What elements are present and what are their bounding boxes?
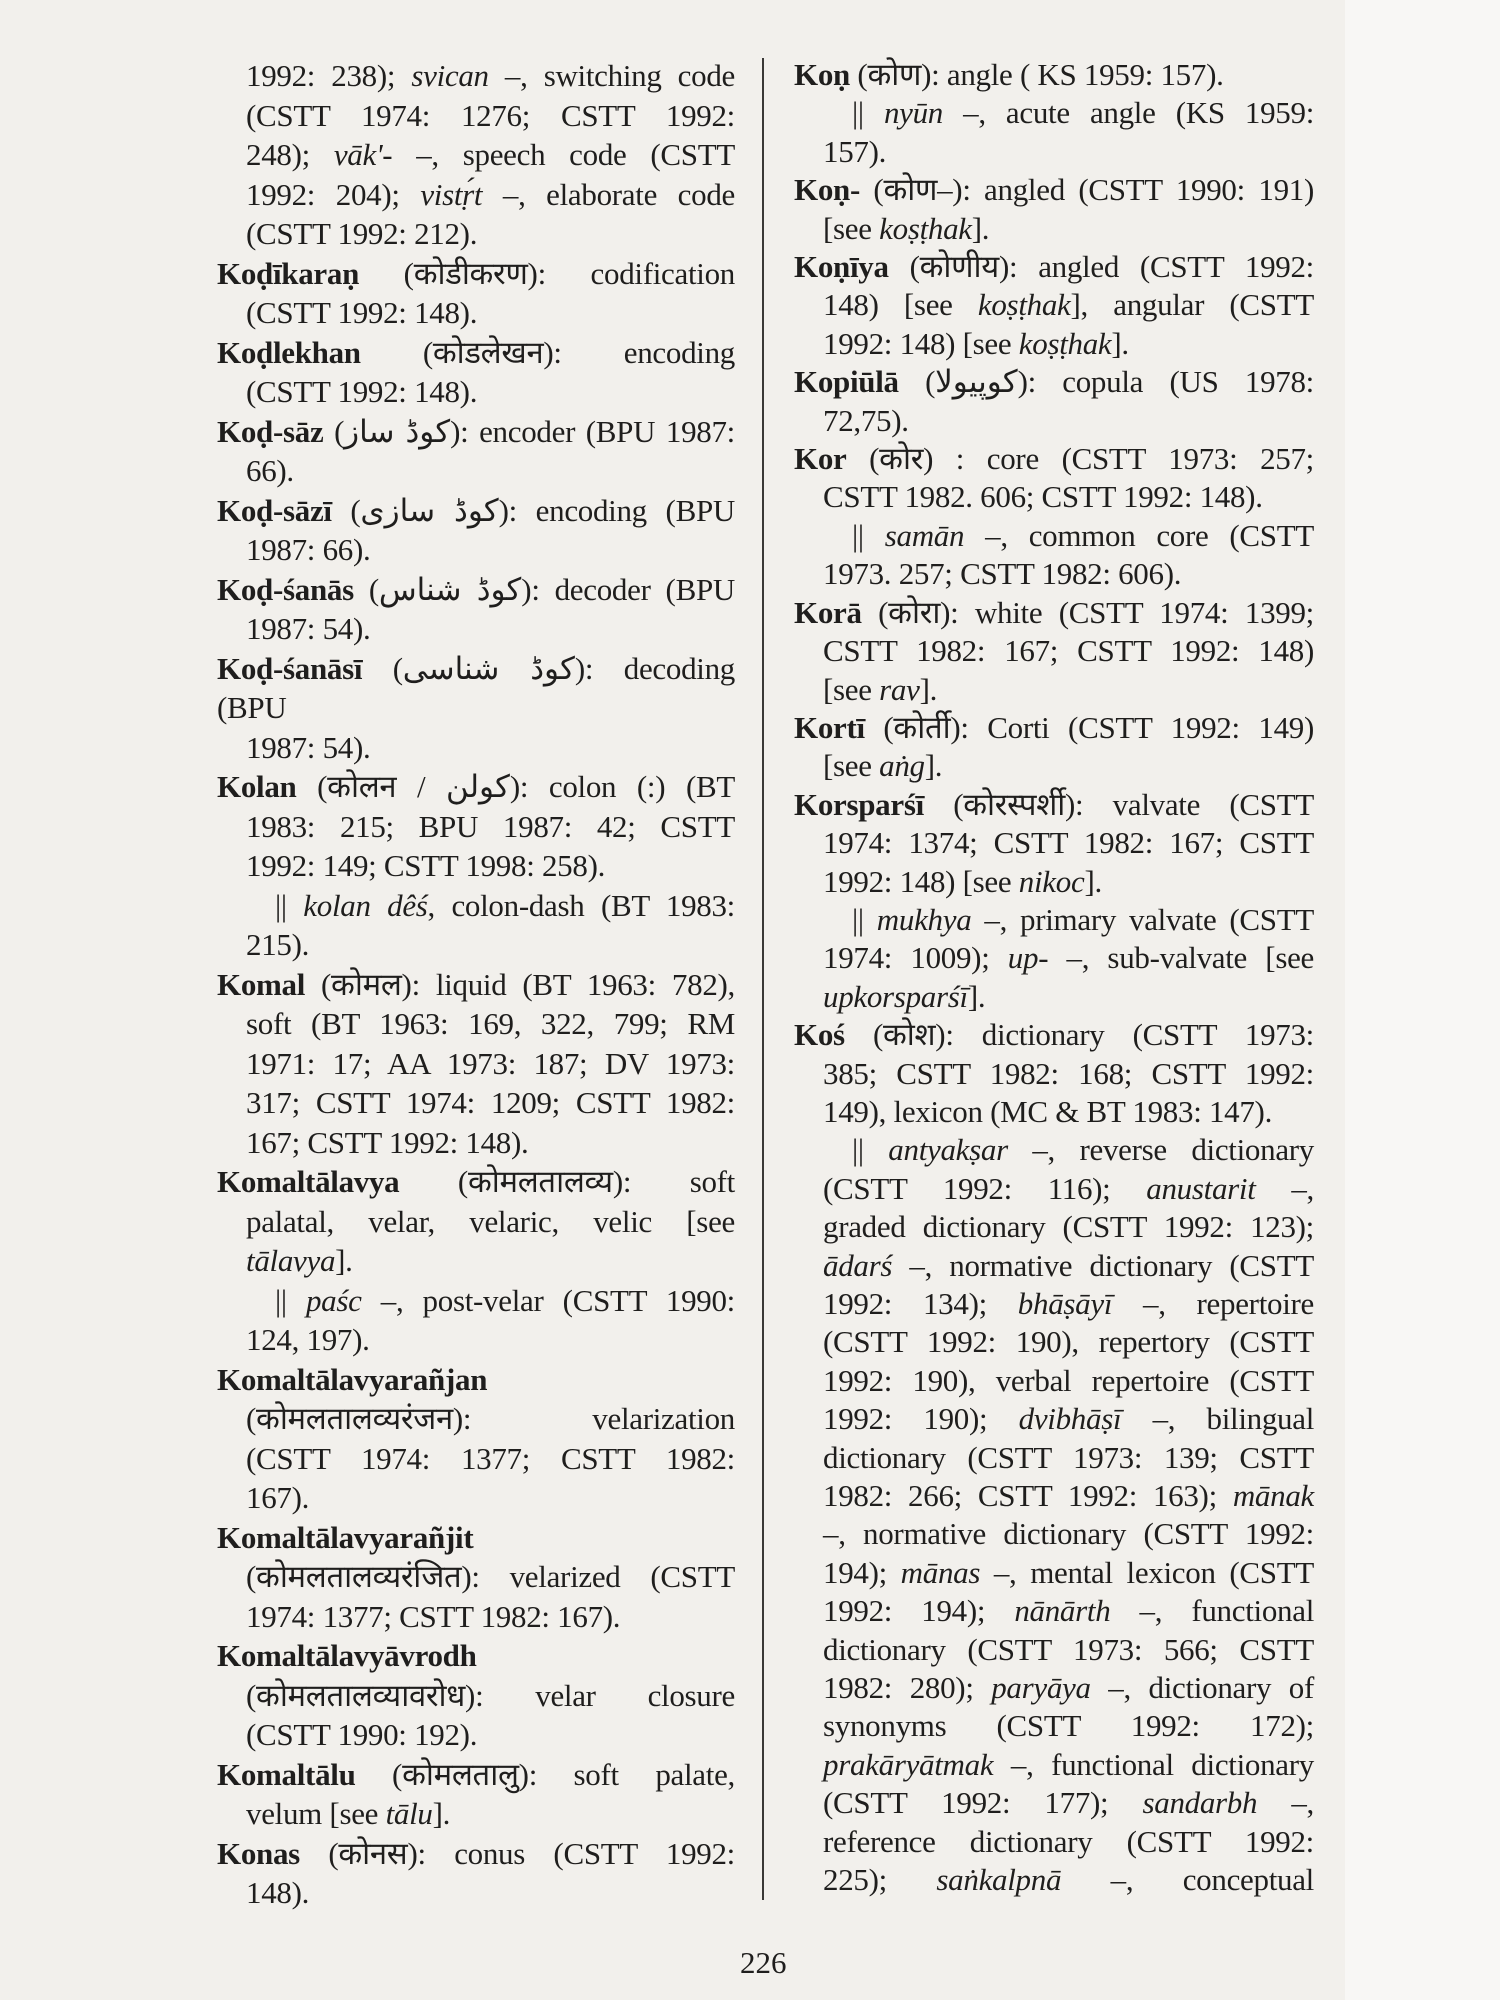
entry-text: (कोमलतालव्य): soft (399, 1164, 735, 1199)
entry-line (794, 747, 1314, 785)
entry-text: (CSTT 1992: 116); (823, 1170, 1147, 1206)
entry-line (217, 886, 735, 926)
entry-line (217, 1873, 735, 1913)
entry-text: 1992: 238); (246, 58, 412, 93)
dictionary-entry (217, 333, 735, 412)
entry-line (794, 1784, 1314, 1822)
right-column (794, 56, 1314, 1900)
entry-text: (कोनस): conus (CSTT 1992: (299, 1835, 735, 1871)
entry-text: 1992: 134); (823, 1286, 1018, 1321)
entry-line (217, 175, 735, 215)
headword: Konas (217, 1835, 300, 1871)
entry-text: 317; CSTT 1974: 1209; CSTT 1982: (246, 1085, 735, 1120)
entry-text: (CSTT 1992: 148). (246, 374, 478, 409)
entry-text: ]. (919, 671, 938, 707)
entry-line (217, 1834, 735, 1874)
dictionary-entry (217, 491, 735, 570)
entry-line (217, 965, 735, 1005)
entry-text: 148). (246, 1875, 310, 1910)
entry-text: CSTT 1982: 167; CSTT 1992: 148) (823, 633, 1314, 669)
entry-line (217, 254, 735, 294)
entry-text: 157). (823, 133, 887, 169)
headword: Kor (794, 441, 847, 477)
entry-text: CSTT 1982. 606; CSTT 1992: 148). (823, 479, 1263, 515)
entry-line (794, 594, 1314, 632)
entry-line (217, 1478, 735, 1518)
entry-text: (कोश): dictionary (CSTT 1973: (844, 1017, 1314, 1053)
sub-entry (217, 1281, 735, 1360)
entry-text: (कोमलतालव्यरंजन): velarization (246, 1401, 735, 1436)
dictionary-entry (217, 1518, 735, 1637)
entry-text: (कोमलतालु): soft palate, (355, 1756, 735, 1792)
entry-text: –, conceptual (1061, 1862, 1314, 1898)
entry-text: [see (823, 671, 880, 707)
entry-text: –, (1257, 1785, 1314, 1821)
italic-term: nikoc (1018, 863, 1085, 899)
italic-term: bhāṣāyī (1017, 1286, 1113, 1321)
italic-term: antyakṣar (888, 1132, 1008, 1168)
entry-text: || (275, 1282, 306, 1318)
entry-text: graded dictionary (CSTT 1992: 123); (823, 1209, 1314, 1245)
entry-line (217, 333, 735, 373)
entry-text: 1982: 280); (823, 1670, 992, 1706)
dictionary-entry (217, 965, 735, 1163)
entry-line (794, 133, 1314, 171)
entry-text: –, functional dictionary (993, 1746, 1314, 1782)
entry-line (794, 1285, 1314, 1323)
italic-term: upkorsparśī (823, 978, 968, 1014)
entry-text: 1971: 17; AA 1973: 187; DV 1973: (246, 1045, 735, 1081)
headword: Korsparśī (794, 786, 924, 822)
entry-text: ]. (432, 1796, 451, 1831)
entry-line (794, 1247, 1314, 1285)
entry-line (217, 1202, 735, 1242)
entry-line (217, 214, 735, 254)
entry-text: 1992: 148) [see (823, 863, 1019, 899)
italic-term: koṣṭhak (977, 287, 1071, 323)
entry-line (794, 1093, 1314, 1131)
entry-text: –, normative dictionary (CSTT (892, 1247, 1314, 1283)
entry-line (217, 807, 735, 847)
entry-line (794, 555, 1314, 593)
entry-line (794, 1477, 1314, 1515)
entry-line (217, 846, 735, 886)
dictionary-entry (794, 363, 1314, 440)
entry-text: || (852, 1132, 889, 1168)
entry-text: [see (823, 210, 880, 246)
entry-text: 149), lexicon (MC & BT 1983: 147). (823, 1093, 1273, 1129)
entry-text: (کوڈ سازی): encoding (BPU (331, 492, 735, 528)
entry-line (794, 1861, 1314, 1899)
entry-text: 1987: 54). (246, 611, 371, 646)
entry-line (794, 1170, 1314, 1208)
entry-line (794, 363, 1314, 401)
entry-text: 167; CSTT 1992: 148). (246, 1124, 529, 1160)
entry-line (217, 1360, 735, 1400)
entry-line (794, 517, 1314, 555)
headword: Komaltālavyarañjan (217, 1361, 488, 1397)
entry-line (217, 728, 735, 768)
entry-text: –, normative dictionary (CSTT 1992: (823, 1516, 1314, 1552)
entry-line (794, 1362, 1314, 1400)
entry-text: (کوڈ شناسی): decoding (BPU (217, 650, 735, 725)
italic-term: kolan dêś (303, 887, 428, 923)
entry-text: 385; CSTT 1982: 168; CSTT 1992: (823, 1055, 1314, 1091)
entry-text: , colon-dash (BT 1983: (427, 887, 735, 923)
entry-text: 1974: 1374; CSTT 1982: 167; CSTT (823, 825, 1314, 861)
sub-entry (217, 886, 735, 965)
entry-line (794, 1323, 1314, 1361)
entry-text: (CSTT 1992: 148). (246, 295, 478, 330)
italic-term: saṅkalpnā (936, 1862, 1062, 1898)
entry-line (217, 372, 735, 412)
entry-line (794, 1631, 1314, 1669)
dictionary-entry (217, 1834, 735, 1913)
italic-term: mukhya (876, 901, 972, 937)
entry-line (794, 824, 1314, 862)
entry-text: (कोणीय): angled (CSTT 1992: (888, 249, 1314, 285)
entry-line (217, 1557, 735, 1597)
headword: Komaltālu (217, 1756, 356, 1792)
italic-term: paśc (305, 1282, 362, 1318)
dictionary-entry (794, 171, 1314, 248)
entry-line (217, 767, 735, 807)
italic-term: koṣṭhak (1018, 325, 1112, 361)
entry-text: 1992: 194); (823, 1593, 1015, 1629)
entry-line (794, 1823, 1314, 1861)
italic-term: sandarbh (1142, 1785, 1258, 1821)
dictionary-entry (217, 412, 735, 491)
italic-term: up- (1007, 940, 1049, 976)
dictionary-entry (794, 56, 1314, 94)
entry-text: ]. (1084, 863, 1102, 899)
italic-term: aṅg (879, 748, 925, 784)
entry-text: –, mental lexicon (CSTT (980, 1554, 1315, 1590)
entry-text: (कोण): angle ( KS 1959: 157). (849, 57, 1224, 92)
entry-text: (کوڈ شناس): decoder (BPU (353, 571, 735, 607)
headword: Komal (217, 966, 306, 1002)
entry-text: ]. (335, 1243, 353, 1278)
entry-line (794, 786, 1314, 824)
entry-text: –, post-velar (CSTT 1990: (361, 1282, 735, 1318)
entry-line (794, 1016, 1314, 1054)
entry-text: 1992: 204); (246, 176, 421, 212)
entry-text: 215). (246, 927, 310, 962)
dictionary-entry (794, 786, 1314, 901)
dictionary-entry (217, 1360, 735, 1518)
entry-text: (کوپیولا): copula (US 1978: (898, 364, 1314, 400)
entry-text: 1983: 215; BPU 1987: 42; CSTT (246, 808, 735, 844)
dictionary-entry (794, 709, 1314, 786)
entry-line (794, 1746, 1314, 1784)
entry-line (217, 412, 735, 452)
italic-term: samān (884, 517, 965, 553)
entry-line (217, 925, 735, 965)
italic-term: nyūn (883, 95, 944, 131)
entry-text: –, reverse dictionary (1007, 1132, 1314, 1168)
entry-text: palatal, velar, velaric, velic [see (246, 1203, 735, 1239)
entry-text: –, functional (1110, 1593, 1315, 1629)
headword: Koḍlekhan (217, 334, 361, 370)
entry-text: –, common core (CSTT (964, 517, 1315, 553)
entry-text: || (852, 901, 877, 937)
entry-text: ], angular (CSTT (1070, 287, 1314, 323)
entry-line (217, 1241, 735, 1281)
entry-line (794, 1400, 1314, 1438)
headword: Koḍ-sāzī (217, 492, 332, 528)
entry-line (794, 1515, 1314, 1553)
entry-line (794, 440, 1314, 478)
entry-text: 167). (246, 1480, 310, 1515)
dictionary-entry (794, 248, 1314, 363)
entry-line (217, 451, 735, 491)
entry-line (217, 96, 735, 136)
entry-text: 194); (823, 1554, 901, 1590)
entry-text: 72,75). (823, 402, 909, 438)
italic-term: rav (879, 671, 920, 707)
entry-text: (CSTT 1990: 192). (246, 1717, 478, 1752)
entry-line (217, 1439, 735, 1479)
entry-text: [see (823, 748, 880, 784)
entry-line (794, 1669, 1314, 1707)
sub-entry (794, 901, 1314, 1016)
italic-term: prakāryātmak (823, 1746, 994, 1782)
entry-line (217, 1399, 735, 1439)
entry-line (794, 402, 1314, 440)
entry-line (217, 293, 735, 333)
entry-text: –, dictionary of (1090, 1670, 1315, 1706)
headword: Komaltālavyāvrodh (217, 1638, 477, 1673)
column-divider (762, 58, 764, 1900)
entry-text: (कोडीकरण): codification (359, 255, 735, 291)
entry-text: 1982: 266; CSTT 1992: 163); (823, 1478, 1233, 1514)
entry-line (794, 1055, 1314, 1093)
page-number: 226 (740, 1945, 787, 1980)
dictionary-entry (794, 440, 1314, 517)
dictionary-entry (217, 1636, 735, 1755)
italic-term: koṣṭhak (879, 210, 972, 246)
entry-line (217, 570, 735, 610)
entry-line (217, 1755, 735, 1795)
entry-line (217, 609, 735, 649)
entry-line (217, 1083, 735, 1123)
headword: Komaltālavyarañjit (217, 1519, 474, 1555)
headword: Kortī (794, 709, 865, 745)
entry-line (217, 491, 735, 531)
dictionary-entry (217, 1755, 735, 1834)
entry-text: (CSTT 1974: 1377; CSTT 1982: (246, 1440, 735, 1476)
dictionary-entry (794, 594, 1314, 709)
entry-text: (कोरस्पर्शी): valvate (CSTT (923, 786, 1314, 822)
entry-line (217, 1715, 735, 1755)
entry-line (794, 478, 1314, 516)
headword: Koś (794, 1017, 845, 1053)
sub-entry (794, 517, 1314, 594)
entry-line (794, 978, 1314, 1016)
dictionary-entry (794, 1016, 1314, 1131)
entry-line (794, 939, 1314, 977)
entry-text: (کوڈ ساز): encoder (BPU 1987: (323, 413, 735, 449)
italic-term: vistṛ́t (420, 176, 483, 212)
entry-text: 1992: 149; CSTT 1998: 258). (246, 848, 606, 883)
entry-line (217, 649, 735, 728)
left-column (217, 56, 735, 1913)
entry-text: (CSTT 1992: 212). (246, 216, 478, 251)
entry-line (217, 1281, 735, 1321)
sub-entry (794, 1131, 1314, 1899)
dictionary-entry (217, 56, 735, 254)
entry-line (794, 709, 1314, 747)
headword: Koḍ-śanās (217, 571, 354, 607)
italic-term: mānas (900, 1554, 981, 1590)
entry-text: synonyms (CSTT 1992: 172); (823, 1708, 1314, 1744)
headword: Kolan (217, 769, 297, 804)
entry-line (794, 632, 1314, 670)
entry-line (217, 135, 735, 175)
headword: Koḍ-śanāsī (217, 650, 363, 686)
italic-term: tālu (385, 1796, 433, 1831)
headword: Koṇ- (794, 172, 860, 208)
italic-term: mānak (1232, 1478, 1314, 1514)
entry-text: 124, 197). (246, 1322, 370, 1357)
entry-line (794, 1592, 1314, 1630)
entry-text: –, switching code (488, 58, 735, 93)
entry-text: (कोलन / کولن): colon (:) (BT (296, 769, 735, 804)
entry-text: || (852, 95, 884, 131)
entry-line (794, 325, 1314, 363)
dictionary-entry (217, 767, 735, 886)
entry-line (794, 210, 1314, 248)
dictionary-entry (217, 649, 735, 768)
headword: Koḍ-sāz (217, 413, 324, 449)
entry-text: dictionary (CSTT 1973: 139; CSTT (823, 1439, 1314, 1475)
entry-line (794, 901, 1314, 939)
entry-text: ]. (1111, 325, 1129, 361)
entry-text: || (275, 887, 304, 923)
entry-text: 1974: 1377; CSTT 1982: 167). (246, 1598, 621, 1634)
entry-text: 1987: 66). (246, 532, 371, 567)
italic-term: anustarit (1146, 1170, 1256, 1206)
italic-term: nānārth (1014, 1593, 1111, 1629)
sub-entry (794, 94, 1314, 171)
entry-line (794, 94, 1314, 132)
entry-text: (कोर) : core (CSTT 1973: 257; (846, 441, 1314, 477)
entry-line (794, 863, 1314, 901)
entry-line (794, 1707, 1314, 1745)
entry-line (217, 530, 735, 570)
entry-text: (CSTT 1992: 190), repertory (CSTT (823, 1324, 1314, 1360)
entry-text: (कोर्ती): Corti (CSTT 1992: 149) (864, 709, 1314, 745)
entry-text: (कोरा): white (CSTT 1974: 1399; (861, 594, 1314, 630)
entry-text: 1987: 54). (246, 729, 371, 765)
entry-text: (कोडलेखन): encoding (360, 334, 735, 370)
headword: Koṇīya (794, 249, 889, 285)
italic-term: ādarś (823, 1247, 893, 1283)
entry-text: –, (1255, 1170, 1314, 1206)
entry-line (217, 1518, 735, 1558)
italic-term: paryāya (991, 1670, 1091, 1706)
entry-text: dictionary (CSTT 1973: 566; CSTT (823, 1631, 1314, 1667)
headword: Komaltālavya (217, 1164, 400, 1199)
entry-text: –, acute angle (KS 1959: (943, 95, 1315, 131)
entry-text: ]. (967, 978, 986, 1014)
entry-text: velum [see (246, 1796, 386, 1831)
entry-line (794, 248, 1314, 286)
italic-term: svican (411, 58, 489, 93)
entry-text: (कोमलतालव्यावरोध): velar closure (246, 1677, 735, 1713)
entry-text: ]. (971, 210, 990, 246)
entry-text: (CSTT 1974: 1276; CSTT 1992: (246, 97, 735, 133)
entry-line (217, 56, 735, 96)
dictionary-entry (217, 254, 735, 333)
entry-text: reference dictionary (CSTT 1992: (823, 1823, 1314, 1859)
entry-line (794, 1439, 1314, 1477)
dictionary-entry (217, 1162, 735, 1281)
entry-text: –, bilingual (1121, 1401, 1315, 1437)
entry-text: 225); (823, 1862, 937, 1898)
italic-term: dvibhāṣī (1018, 1401, 1122, 1437)
entry-line (794, 671, 1314, 709)
entry-text: || (852, 517, 885, 553)
entry-line (794, 56, 1314, 94)
entry-text: (कोमलतालव्यरंजित): velarized (CSTT (246, 1559, 735, 1594)
entry-text: –, speech code (CSTT (392, 137, 735, 172)
headword: Kopiūlā (794, 364, 899, 400)
entry-text: 1992: 148) [see (823, 325, 1019, 361)
entry-line (217, 1320, 735, 1360)
entry-line (794, 1131, 1314, 1169)
entry-text: 248); (246, 137, 334, 172)
entry-text: (कोण–): angled (CSTT 1990: 191) (859, 172, 1314, 208)
entry-text: –, primary valvate (CSTT (971, 901, 1315, 937)
entry-line (794, 1208, 1314, 1246)
entry-line (217, 1794, 735, 1834)
entry-text: –, elaborate code (482, 176, 735, 212)
entry-text: (कोमल): liquid (BT 1963: 782), (305, 966, 735, 1002)
entry-text: soft (BT 1963: 169, 322, 799; RM (246, 1006, 735, 1041)
entry-line (794, 286, 1314, 324)
entry-line (217, 1044, 735, 1084)
entry-text: 1992: 190), verbal repertoire (CSTT (823, 1362, 1314, 1398)
entry-line (217, 1597, 735, 1637)
entry-line (217, 1162, 735, 1202)
headword: Koṇ (794, 57, 850, 92)
entry-text: 1992: 190); (823, 1401, 1019, 1437)
entry-text: 66). (246, 453, 294, 488)
entry-text: 148) [see (823, 287, 978, 323)
entry-line (217, 1123, 735, 1163)
italic-term: tālavya (246, 1243, 336, 1278)
entry-text: (CSTT 1992: 177); (823, 1785, 1143, 1821)
entry-text: 1973. 257; CSTT 1982: 606). (823, 556, 1182, 592)
headword: Koḍīkaraṇ (217, 255, 360, 291)
entry-text: –, sub-valvate [see (1048, 940, 1314, 976)
headword: Korā (794, 594, 862, 630)
entry-text: 1974: 1009); (823, 940, 1008, 976)
page-edge (1345, 0, 1500, 2000)
entry-text: ]. (924, 748, 943, 784)
entry-line (794, 171, 1314, 209)
entry-line (217, 1636, 735, 1676)
entry-line (217, 1004, 735, 1044)
entry-line (794, 1554, 1314, 1592)
entry-text: –, repertoire (1112, 1286, 1314, 1321)
italic-term: vāk'- (333, 137, 393, 172)
entry-line (217, 1676, 735, 1716)
dictionary-entry (217, 570, 735, 649)
